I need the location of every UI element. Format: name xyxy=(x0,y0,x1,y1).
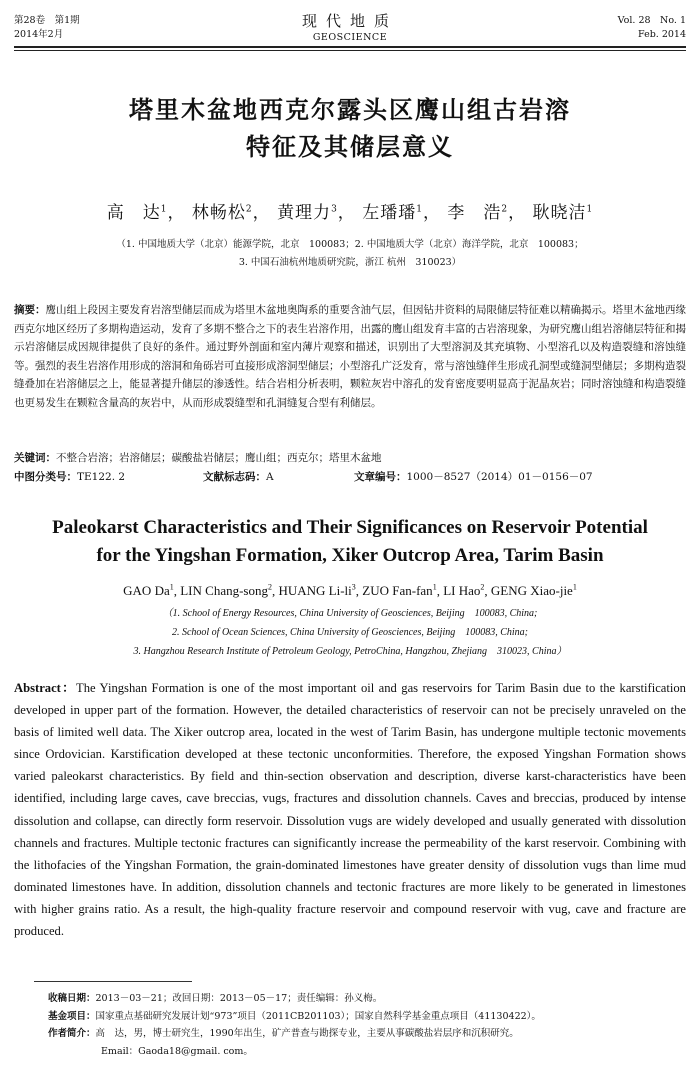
abstract-cn xyxy=(14,301,686,413)
author-cn: 耿晓洁$^1$ xyxy=(532,203,594,223)
abstract-en-label: Abstract： xyxy=(14,681,77,695)
title-en-line2: for the Yingshan Formation, Xiker Outcrop Area, Tarim Basin xyxy=(96,545,604,566)
author-cn: 李 浩$^2$ xyxy=(447,203,509,223)
affiliation-en-line2: 2. School of Ocean Sciences, China University of Geosciences, Beijing 100083, China; xyxy=(171,627,529,638)
journal-name-en: GEOSCIENCE xyxy=(312,32,388,43)
footnote-fund: 基金项目：国家重点基础研究发展计划“973”项目（2011CB201103）；国家自然科学基金重点项目（41130422）。 xyxy=(48,1010,541,1022)
author-en: LI Hao$^2$ xyxy=(443,583,485,599)
abstract-cn-text: 鹰山组上段因主要发育岩溶型储层而成为塔里木盆地奥陶系的重要含油气层，但因钻井资料的局限储层特征难以精确揭示。塔里木盆地西缘西克尔地区经历了多期构造运动，发育了多期不整合之下的表生岩溶作用，出露的鹰山组发育丰富的古岩溶现象，为研究鹰山组岩溶储层特征和揭示岩溶储层成因规律提供了良好的条件。通过野外剖面和室内薄片观察和描述，识别出了大型溶洞及其充填物、小型溶孔以及构造裂缝和溶蚀缝等。强烈的表生岩溶作用形成的溶洞和角砾岩可直接形成溶洞型储层；小型溶孔广泛发育，常与溶蚀缝伴生形成孔洞型或缝洞型储层；多期构造裂缝叠加在岩溶储层之上，能显著提升储层的渗透性。结合岩相分析表明，颗粒灰岩中溶孔的发育密度要明显高于泥晶灰岩；同时溶蚀缝和构造裂缝也更易发生在颗粒含量高的灰岩中，从而形成裂缝型和孔洞缝复合型有利储层。 xyxy=(14,304,686,409)
paper-title-cn xyxy=(0,92,700,166)
header-rule-thick xyxy=(14,46,686,48)
title-cn-line2: 特征及其储层意义 xyxy=(246,133,454,161)
header-right xyxy=(618,14,686,42)
author-cn: 左璠璠$^1$ xyxy=(362,203,423,223)
abstract-en xyxy=(14,677,686,942)
affiliations-cn xyxy=(40,236,660,272)
title-en-line1: Paleokarst Characteristics and Their Significances on Reservoir Potential xyxy=(52,517,648,538)
volume-issue-en: Vol. 28 No. 1 xyxy=(617,15,686,26)
author-en: ZUO Fan-fan$^1$ xyxy=(362,583,437,599)
abstract-cn-label: 摘要： xyxy=(14,304,46,316)
author-en: GAO Da$^1$ xyxy=(123,583,174,599)
document-code: 文献标志码：A xyxy=(203,471,274,483)
authors-cn: 高 达$^1$， 林畅松$^2$， 黄理力$^3$， 左璠璠$^1$， 李 浩$^2$， 耿晓洁$^1$ xyxy=(106,203,594,223)
footnote-author: 作者简介：高 达，男，博士研究生，1990年出生，矿产普查与勘探专业，主要从事碳酸盐岩层序和沉积研究。 xyxy=(48,1028,519,1039)
footnote-dates: 收稿日期：2013－03－21；改回日期：2013－05－17；责任编辑：孙义梅。 xyxy=(48,993,383,1004)
author-en: HUANG $Li-li^3$ xyxy=(278,583,356,599)
journal-header xyxy=(14,10,686,46)
keywords-cn-label: 关键词： xyxy=(14,452,56,464)
footnotes xyxy=(48,990,686,1060)
abstract-en-text: The Yingshan Formation is one of the most important oil and gas reservoirs for Tarim Basin due to the karstification developed in upper part of the formation. However, the detailed characteristics of reservoir can not be precisely unraveled on the basis of limited well data. The Xiker outcrop area, located in the west of Tarim Basin, has undergone multiple tectonic movements since Ordovician. Karstification developed at these tectonic unconformities. Therefore, the exposed Yingshan Formation shows varied paleokarst characteristics. By field and thin-section observation and description, diverse karst-characteristics have been identified, including large caves, cave breccias, vugs, fractures and dissolution channels. Caves and breccias, produced by intense dissolution and collapse, can directly form reservoir. Dissolution vugs are widely developed and usually generated with dissolution channels and fractures. Multiple tectonic fractures can significantly increase the permeability of the karst reservoir. Combining with the lithofacies of the Yingshan Formation, the grain-dominated limestones have greater density of dissolution vugs than lime mud dominated limestones have. In addition, dissolution channels and tectonic fractures are more likely to be generated in limestones with higher grains ratio. As a result, the high-quality fracture reservoir and compound reservoir with vug, cave and fracture are produced. xyxy=(14,681,686,939)
author-en: GENG Xiao-jie$^1$ xyxy=(490,583,577,599)
clc-number: 中图分类号：TE122. 2 xyxy=(14,471,126,483)
volume-issue-cn: 第28卷 第1期 xyxy=(14,15,80,26)
date-en: Feb. 2014 xyxy=(638,29,686,40)
affiliation-cn-line1: （1. 中国地质大学（北京）能源学院，北京 100083；2. 中国地质大学（北京）海洋学院，北京 100083； xyxy=(116,239,584,250)
date-cn: 2014年2月 xyxy=(14,29,64,40)
header-rule-thin xyxy=(14,50,686,51)
footnote-rule xyxy=(34,981,192,982)
paper-title-en xyxy=(0,514,700,570)
authors-en: GAO Da$^1$, LIN Chang-song$^2$, HUANG $Li-li^3$, ZUO Fan-fan$^1$, LI Hao$^2$, GENG Xiao-jie$^1$ xyxy=(123,583,577,599)
classification-row xyxy=(14,468,686,486)
keywords-cn-text: 不整合岩溶；岩溶储层；碳酸盐岩储层；鹰山组；西克尔；塔里木盆地 xyxy=(56,452,382,464)
affiliation-en-line1: （1. School of Energy Resources, China University of Geosciences, Beijing 100083, China; xyxy=(162,608,538,619)
title-cn-line1: 塔里木盆地西克尔露头区鹰山组古岩溶 xyxy=(129,96,571,124)
author-cn: 黄理力$^3$ xyxy=(277,203,338,223)
affiliations-en xyxy=(30,604,670,661)
header-center xyxy=(14,12,686,44)
footnote-email: Email：Gaoda18@gmail. com。 xyxy=(101,1045,253,1057)
affiliation-en-line3: 3. Hangzhou Research Institute of Petroleum Geology, PetroChina, Hangzhou, Zhejiang 310023, China） xyxy=(133,646,567,657)
article-number: 文章编号：1000－8527（2014）01－0156－07 xyxy=(354,471,593,483)
journal-name-cn: 现代地质 xyxy=(301,12,398,30)
author-en: LIN Chang-song$^2$ xyxy=(180,583,272,599)
author-cn: 高 达$^1$ xyxy=(106,203,168,223)
affiliation-cn-line2: 3. 中国石油杭州地质研究院，浙江 杭州 310023） xyxy=(238,257,462,268)
keywords-cn xyxy=(14,449,686,467)
author-cn: 林畅松$^2$ xyxy=(191,203,253,223)
